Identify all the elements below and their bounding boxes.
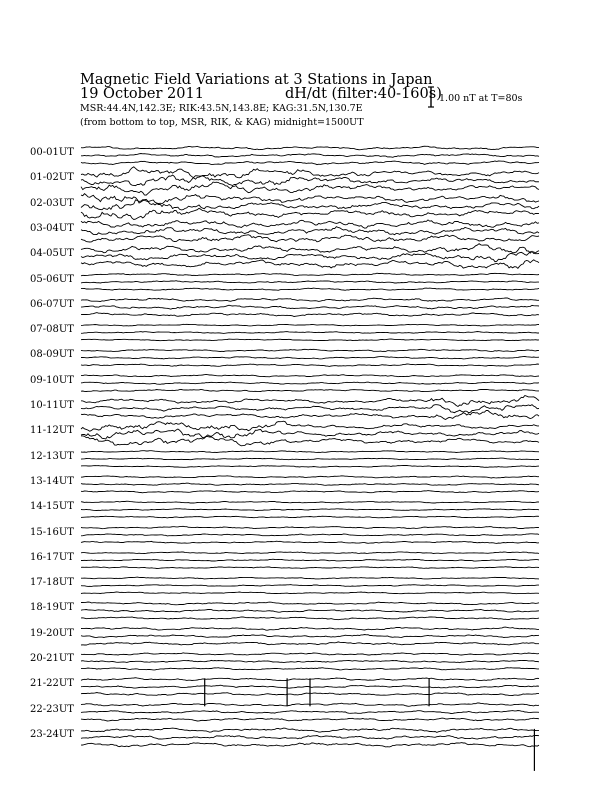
- trace-19-20UT-RIK: [81, 635, 539, 638]
- trace-group: [81, 146, 539, 771]
- trace-18-19UT-MSR: [81, 617, 539, 620]
- hour-label: 17-18UT: [30, 577, 74, 589]
- hour-label: 14-15UT: [30, 501, 74, 513]
- trace-14-15UT-KAG: [81, 501, 539, 503]
- trace-02-03UT-MSR: [81, 208, 539, 219]
- trace-14-15UT-MSR: [81, 516, 539, 518]
- trace-07-08UT-KAG: [81, 324, 539, 326]
- trace-15-16UT-MSR: [81, 541, 539, 543]
- trace-01-02UT-RIK: [81, 175, 539, 186]
- trace-00-01UT-MSR: [81, 161, 539, 165]
- trace-08-09UT-RIK: [81, 357, 539, 359]
- trace-17-18UT-KAG: [81, 577, 539, 579]
- trace-23-24UT-KAG: [81, 728, 539, 732]
- trace-01-02UT-MSR: [81, 182, 539, 195]
- trace-18-19UT-KAG: [81, 602, 539, 605]
- trace-16-17UT-MSR: [81, 567, 539, 569]
- station-coordinates: MSR:44.4N,142.3E; RIK:43.5N,143.8E; KAG:31.5N,130.7E: [80, 103, 363, 114]
- trace-10-11UT-RIK: [81, 405, 539, 413]
- trace-09-10UT-KAG: [81, 374, 539, 376]
- trace-05-06UT-RIK: [81, 281, 539, 283]
- trace-13-14UT-MSR: [81, 491, 539, 493]
- trace-22-23UT-MSR: [81, 718, 539, 721]
- trace-06-07UT-MSR: [81, 313, 539, 317]
- chart-title: Magnetic Field Variations at 3 Stations in Japan: [80, 72, 433, 88]
- trace-04-05UT-KAG: [81, 244, 539, 254]
- trace-03-04UT-MSR: [81, 235, 539, 242]
- trace-17-18UT-RIK: [81, 585, 539, 587]
- hour-label: 05-06UT: [30, 273, 74, 285]
- trace-22-23UT-RIK: [81, 711, 539, 714]
- trace-23-24UT-RIK: [81, 736, 539, 740]
- trace-16-17UT-RIK: [81, 559, 539, 561]
- trace-14-15UT-RIK: [81, 509, 539, 511]
- trace-08-09UT-KAG: [81, 349, 539, 351]
- trace-04-05UT-RIK: [81, 251, 539, 262]
- trace-03-04UT-RIK: [81, 227, 539, 235]
- trace-11-12UT-KAG: [81, 421, 539, 431]
- hour-label: 01-02UT: [30, 172, 74, 184]
- trace-02-03UT-KAG: [81, 194, 539, 204]
- trace-13-14UT-KAG: [81, 476, 539, 478]
- trace-04-05UT-MSR: [81, 260, 539, 269]
- hour-label: 02-03UT: [30, 197, 74, 209]
- trace-06-07UT-RIK: [81, 305, 539, 309]
- hour-label: 18-19UT: [30, 602, 74, 614]
- station-order-note: (from bottom to top, MSR, RIK, & KAG) midnight=1500UT: [80, 117, 364, 128]
- trace-05-06UT-MSR: [81, 288, 539, 290]
- hour-label: 22-23UT: [30, 703, 74, 715]
- trace-11-12UT-MSR: [81, 436, 539, 446]
- trace-18-19UT-RIK: [81, 609, 539, 612]
- hour-label: 07-08UT: [30, 324, 74, 336]
- hour-label: 10-11UT: [30, 400, 74, 411]
- hour-label: 15-16UT: [30, 526, 74, 538]
- trace-12-13UT-MSR: [81, 466, 539, 468]
- hour-label: 06-07UT: [30, 298, 74, 310]
- hour-label: 13-14UT: [30, 475, 74, 487]
- trace-09-10UT-MSR: [81, 389, 539, 391]
- trace-00-01UT-KAG: [81, 146, 539, 150]
- hour-label: 11-12UT: [30, 425, 74, 437]
- trace-15-16UT-KAG: [81, 526, 539, 528]
- trace-19-20UT-MSR: [81, 642, 539, 645]
- hour-label: 21-22UT: [30, 678, 74, 690]
- hour-label: 04-05UT: [30, 248, 74, 260]
- hour-label: 12-13UT: [30, 450, 74, 462]
- trace-15-16UT-RIK: [81, 534, 539, 536]
- trace-08-09UT-MSR: [81, 364, 539, 366]
- trace-20-21UT-RIK: [81, 660, 539, 662]
- hour-label: 23-24UT: [30, 728, 74, 740]
- trace-07-08UT-MSR: [81, 339, 539, 341]
- scale-bar-label: 1.00 nT at T=80s: [439, 93, 523, 104]
- hour-label: 16-17UT: [30, 551, 74, 563]
- chart-quantity: dH/dt (filter:40-160s): [285, 86, 442, 102]
- trace-16-17UT-KAG: [81, 552, 539, 554]
- trace-23-24UT-MSR: [81, 743, 539, 747]
- trace-19-20UT-KAG: [81, 627, 539, 630]
- hour-label: 00-01UT: [30, 147, 74, 158]
- hour-label: 09-10UT: [30, 374, 74, 386]
- trace-03-04UT-KAG: [81, 220, 539, 228]
- trace-06-07UT-KAG: [81, 298, 539, 302]
- hour-label: 19-20UT: [30, 627, 74, 639]
- trace-00-01UT-RIK: [81, 154, 539, 158]
- trace-12-13UT-KAG: [81, 451, 539, 453]
- trace-11-12UT-RIK: [81, 429, 539, 439]
- trace-20-21UT-KAG: [81, 653, 539, 655]
- trace-05-06UT-KAG: [81, 273, 539, 276]
- hour-label: 20-21UT: [30, 653, 74, 664]
- trace-20-21UT-MSR: [81, 668, 539, 670]
- trace-01-02UT-KAG: [81, 167, 539, 179]
- chart-date: 19 October 2011: [80, 86, 204, 102]
- hour-label: 03-04UT: [30, 222, 74, 234]
- trace-17-18UT-MSR: [81, 592, 539, 594]
- hour-label: 08-09UT: [30, 349, 74, 361]
- trace-13-14UT-RIK: [81, 483, 539, 485]
- trace-10-11UT-KAG: [81, 396, 539, 407]
- trace-07-08UT-RIK: [81, 332, 539, 334]
- trace-12-13UT-RIK: [81, 458, 539, 460]
- trace-09-10UT-RIK: [81, 382, 539, 384]
